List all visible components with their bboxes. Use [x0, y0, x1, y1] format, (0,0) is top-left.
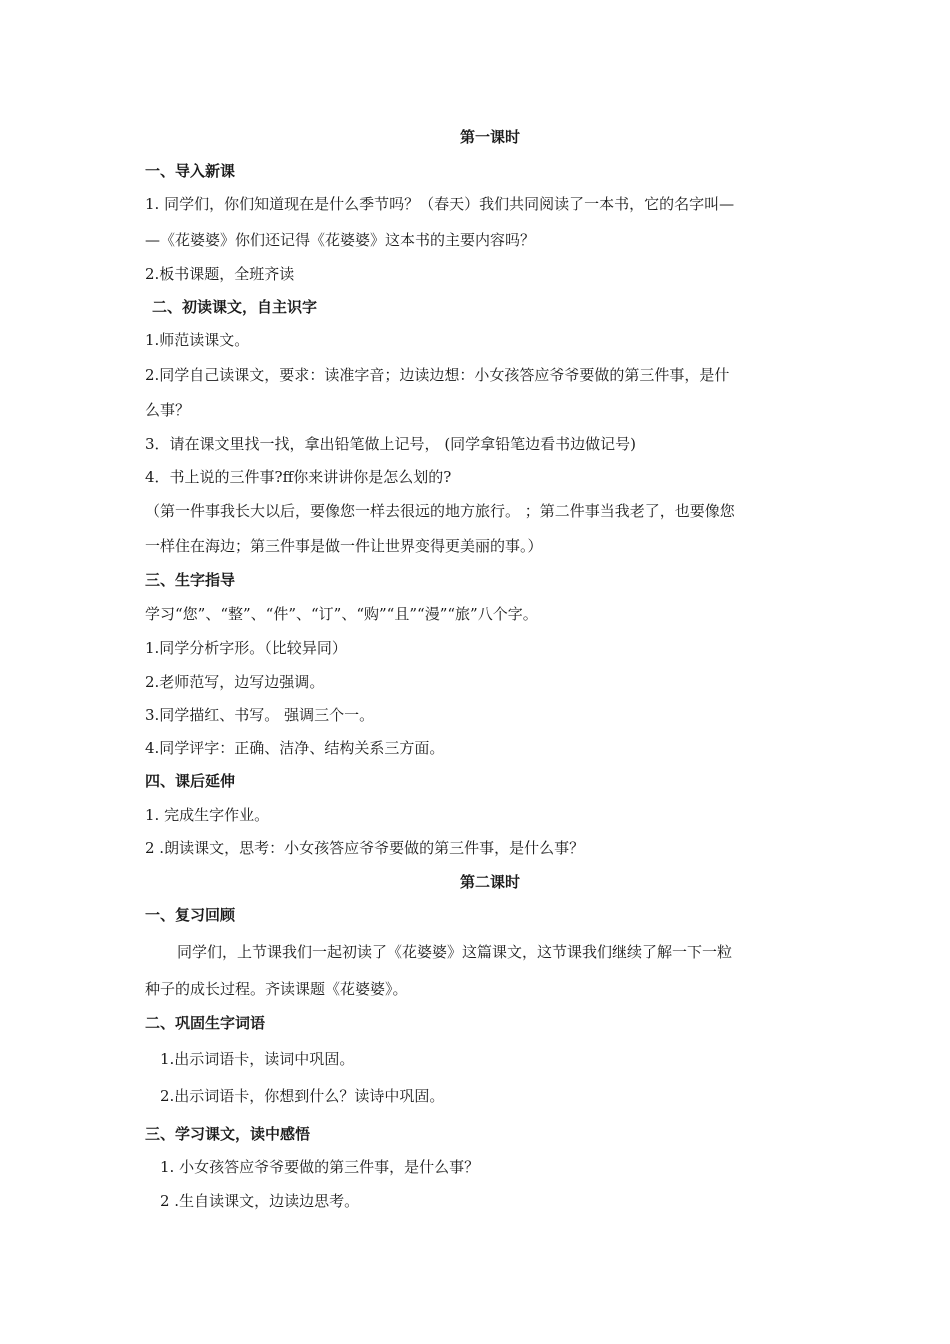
- section-heading: 二、巩固生字词语: [145, 1014, 266, 1032]
- paragraph-line: 1. 小女孩答应爷爷要做的第三件事，是什么事？: [160, 1158, 480, 1176]
- paragraph-line: 2.出示词语卡，你想到什么？读诗中巩固。: [160, 1087, 445, 1105]
- paragraph-line: 3.同学描红、书写。 强调三个一。: [145, 706, 375, 724]
- paragraph-line: —《花婆婆》你们还记得《花婆婆》这本书的主要内容吗？: [145, 231, 536, 249]
- paragraph-line: 一样住在海边；第三件事是做一件让世界变得更美丽的事。）: [145, 537, 543, 555]
- paragraph-line: 4．书上说的三件事?ff你来讲讲你是怎么划的?: [145, 468, 452, 486]
- paragraph-line: 1.同学分析字形。（比较异同）: [145, 639, 347, 657]
- lesson2-title: 第二课时: [459, 873, 520, 891]
- paragraph-line: 么事？: [145, 401, 191, 419]
- paragraph-line: 2.同学自己读课文，要求：读准字音；边读边想：小女孩答应爷爷要做的第三件事，是什: [145, 366, 730, 384]
- lesson1-title: 第一课时: [459, 128, 520, 146]
- paragraph-line: 2.板书课题，全班齐读: [145, 265, 295, 283]
- paragraph-line: 2 .朗读课文，思考：小女孩答应爷爷要做的第三件事，是什么事？: [145, 839, 585, 857]
- section-heading: 一、复习回顾: [145, 906, 236, 924]
- paragraph-line: 1.师范读课文。: [145, 331, 250, 349]
- section-heading: 三、学习课文，读中感悟: [145, 1125, 311, 1143]
- paragraph-line: 1. 完成生字作业。: [145, 806, 270, 824]
- paragraph-line: 种子的成长过程。齐读课题《花婆婆》。: [145, 980, 408, 998]
- paragraph-line: 4.同学评字：正确、洁净、结构关系三方面。: [145, 739, 445, 757]
- section-heading: 三、生字指导: [145, 571, 236, 589]
- paragraph-line: 2 .生自读课文，边读边思考。: [160, 1192, 360, 1210]
- paragraph-line: （第一件事我长大以后，要像您一样去很远的地方旅行。 ；第二件事当我老了，也要像您: [145, 502, 735, 520]
- section-heading: 四、课后延伸: [145, 772, 236, 790]
- paragraph-line: 2.老师范写，边写边强调。: [145, 673, 325, 691]
- paragraph-line: 3．请在课文里找一找，拿出铅笔做上记号， (同学拿铅笔边看书边做记号): [145, 435, 637, 453]
- paragraph-line: 同学们，上节课我们一起初读了《花婆婆》这篇课文，这节课我们继续了解一下一粒: [177, 943, 733, 961]
- paragraph-line: 学习“您”、“整”、“件”、“订”、“购”“且”“漫”“旅”八个字。: [145, 605, 538, 623]
- section-heading: 二、初读课文，自主识字: [152, 298, 318, 316]
- section-heading: 一、导入新课: [145, 162, 236, 180]
- paragraph-line: 1.出示词语卡，读词中巩固。: [160, 1050, 355, 1068]
- paragraph-line: 1. 同学们，你们知道现在是什么季节吗？（春天）我们共同阅读了一本书，它的名字叫—: [145, 195, 735, 213]
